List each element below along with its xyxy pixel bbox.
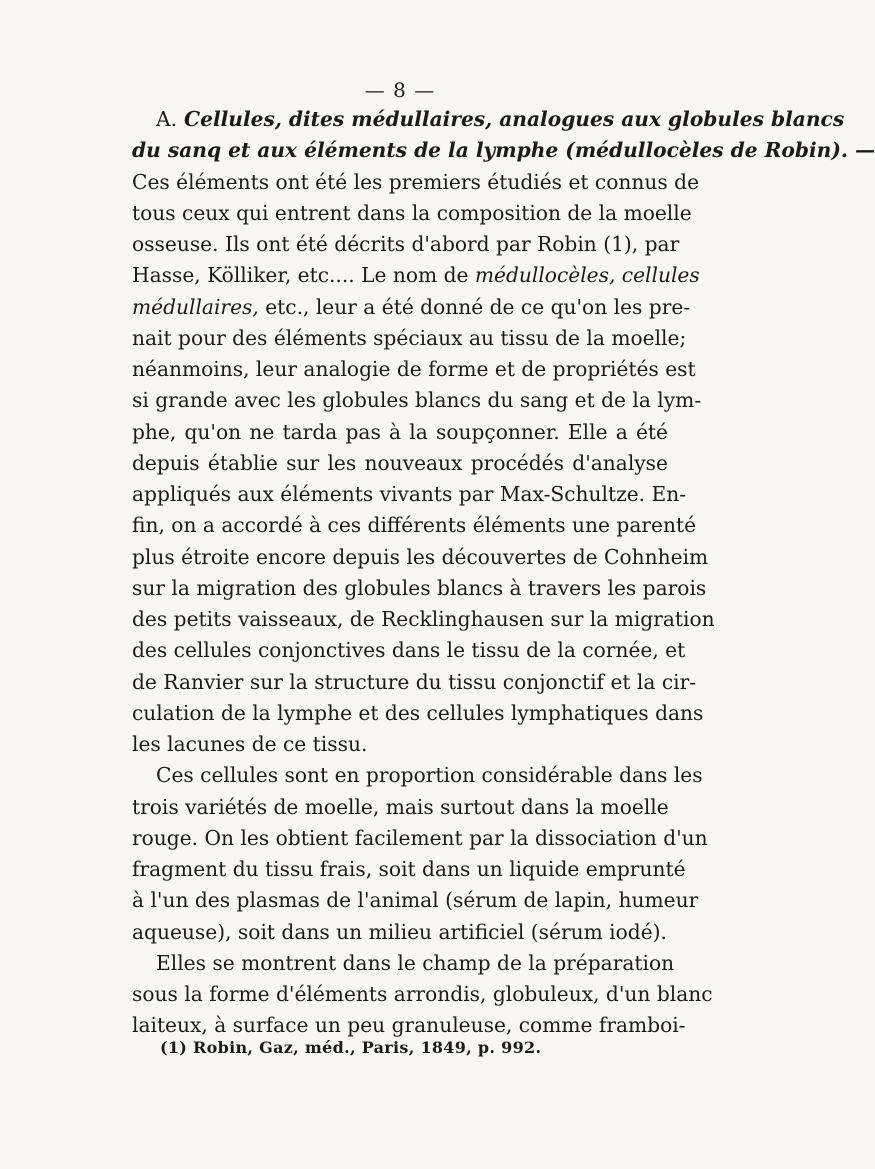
p1-line: néanmoins, leur analogie de forme et de propriétés est	[132, 357, 696, 381]
section-label: A.	[156, 107, 177, 131]
p1-line: phe, qu'on ne tarda pas à la soupçonner. Elle a été	[132, 419, 668, 444]
p1-line: Hasse, Kölliker, etc.... Le nom de médullocèles, cellules	[132, 263, 700, 288]
p3-line: Elles se montrent dans le champ de la préparation	[156, 950, 675, 975]
p3-line: laiteux, à surface un peu granuleuse, comme framboi-	[132, 1013, 686, 1038]
p1-line: plus étroite encore depuis les découvertes de Cohnheim	[132, 544, 709, 569]
p1-line: nait pour des éléments spéciaux au tissu de la moelle;	[132, 325, 687, 350]
p1-line: si grande avec les globules blancs du sang et de la lym-	[132, 388, 702, 413]
p1-line: Ces éléments ont été les premiers étudiés et connus de	[132, 169, 700, 194]
p1-line: des petits vaisseaux, de Recklinghausen sur la migration	[132, 607, 715, 631]
p1-line: appliqués aux éléments vivants par Max-Schultze. En-	[132, 482, 687, 506]
heading-line-1	[132, 104, 845, 135]
p2-line: trois variétés de moelle, mais surtout dans la moelle	[132, 794, 669, 819]
page-number: — 8 —	[364, 78, 436, 102]
p1-line: osseuse. Ils ont été décrits d'abord par Robin (1), par	[132, 232, 680, 256]
author-robin: Robin	[764, 138, 832, 163]
p1-line: culation de la lymphe et des cellules lymphatiques dans	[132, 700, 704, 725]
p1-line: des cellules conjonctives dans le tissu de la cornée, et	[132, 638, 686, 663]
p1-line: tous ceux qui entrent dans la composition de la moelle	[132, 200, 692, 225]
p1-line: fin, on a accordé à ces différents éléments une parenté	[132, 513, 697, 538]
section-title-part1: Cellules, dites médullaires, analogues aux globules blancs	[177, 107, 845, 131]
body-text	[132, 104, 875, 1042]
p2-line: à l'un des plasmas de l'animal (sérum de lapin, humeur	[132, 888, 699, 913]
p1-line: les lacunes de ce tissu.	[132, 732, 368, 756]
p1-line: de Ranvier sur la structure du tissu conjonctif et la cir-	[132, 669, 697, 694]
p2-line: aqueuse), soit dans un milieu artificiel (sérum iodé).	[132, 919, 667, 944]
p1-line: médullaires, etc., leur a été donné de ce qu'on les pre-	[132, 294, 691, 319]
p1-line: depuis établie sur les nouveaux procédés d'analyse	[132, 450, 668, 475]
p2-line: fragment du tissu frais, soit dans un liquide emprunté	[132, 857, 686, 881]
footnote: (1) Robin, Gaz, méd., Paris, 1849, p. 992.	[160, 1038, 542, 1057]
p3-line: sous la forme d'éléments arrondis, globuleux, d'un blanc	[132, 982, 713, 1006]
heading-line-2: du sanq et aux éléments de la lymphe (médullocèles de Robin). —	[132, 138, 875, 163]
p2-line: Ces cellules sont en proportion considérable dans les	[156, 763, 703, 788]
p1-line: sur la migration des globules blancs à travers les parois	[132, 575, 707, 600]
p2-line: rouge. On les obtient facilement par la dissociation d'un	[132, 825, 708, 850]
